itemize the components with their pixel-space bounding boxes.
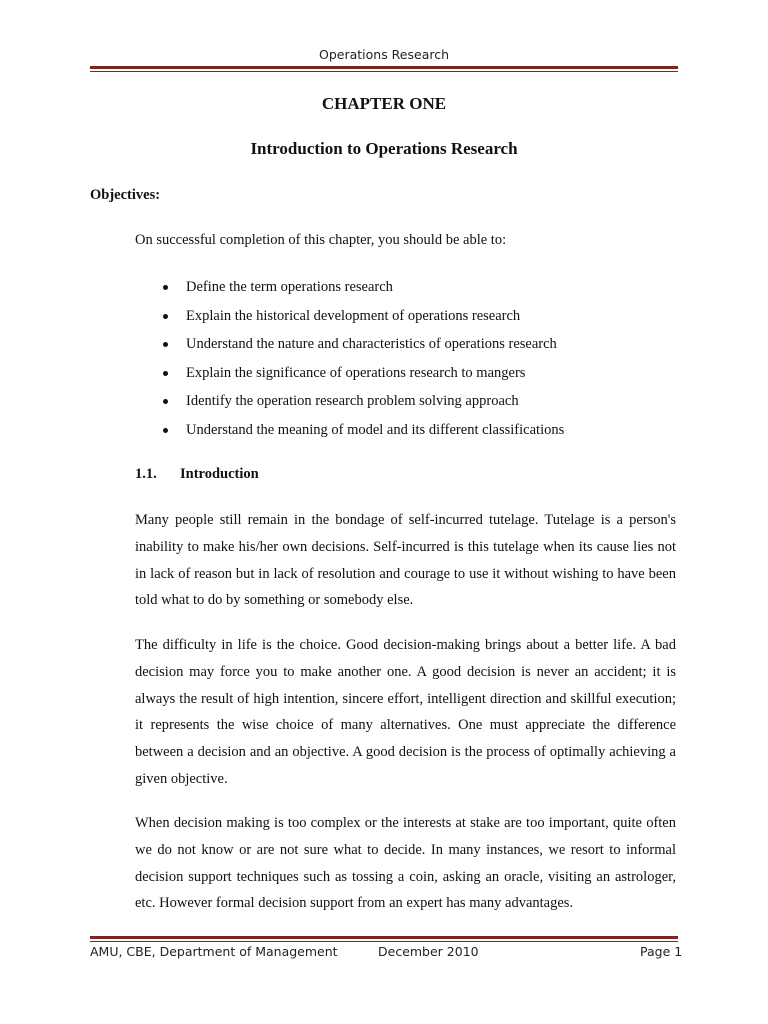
objectives-intro: On successful completion of this chapter, you should be able to: [135,232,507,248]
list-item-text: Understand the nature and characteristics of operations research [186,336,557,353]
header-title: Operations Research [318,47,450,62]
footer-page-number: Page 1 [640,944,683,959]
list-item [160,391,564,420]
footer-department: AMU, CBE, Department of Management [90,944,338,959]
list-item-text: Explain the historical development of operations research [186,307,521,324]
section-title: Introduction [180,466,259,482]
header-rule-thick [90,66,678,69]
list-item [160,420,564,449]
bullet-icon [163,428,168,433]
chapter-subtitle: Introduction to Operations Research [250,139,518,158]
bullet-icon [163,371,168,376]
footer-rule-thick [90,936,678,939]
paragraph-1: Many people still remain in the bondage of self-incurred tutelage. Tutelage is a person's inability to make his/her own decisions. Self-incurred is this tutelage when its cause lies not in lack of reason but in lack of resolution and courage to use it without wishing to have been told what to do by something or somebody else. [135,512,676,609]
list-item-text: Understand the meaning of model and its different classifications [186,421,565,438]
list-item-text: Explain the significance of operations research to mangers [186,364,526,381]
chapter-title: CHAPTER ONE [321,94,447,113]
section-heading [135,466,259,483]
bullet-icon [163,399,168,404]
bullet-icon [163,342,168,347]
header-rule-thin [90,71,678,72]
objectives-heading: Objectives: [90,187,161,203]
list-item [160,306,564,335]
list-item-text: Identify the operation research problem solving approach [186,393,519,410]
bullet-icon [163,314,168,319]
list-item [160,277,564,306]
footer-rule-thin [90,941,678,942]
footer-date: December 2010 [378,944,479,959]
objectives-list [160,277,564,449]
section-number: 1.1. [135,466,157,482]
list-item-text: Define the term operations research [186,279,393,295]
paragraph-3: When decision making is too complex or the interests at stake are too important, quite often we do not know or are not sure what to decide. In many instances, we resort to informal decision support techniques such as tossing a coin, asking an oracle, visiting an astrologer, etc. However formal decision support from an expert has many advantages. [135,815,676,912]
list-item [160,334,564,363]
paragraph-2: The difficulty in life is the choice. Good decision-making brings about a better life. A bad decision may force you to make another one. A good decision is never an accident; it is always the result of high intention, sincere effort, intelligent direction and skillful execution; it represents the wise choice of many alternatives. One must appreciate the difference between a decision and an objective. A good decision is the process of optimally achieving a given objective. [135,637,676,787]
bullet-icon [163,285,168,290]
list-item [160,363,564,392]
